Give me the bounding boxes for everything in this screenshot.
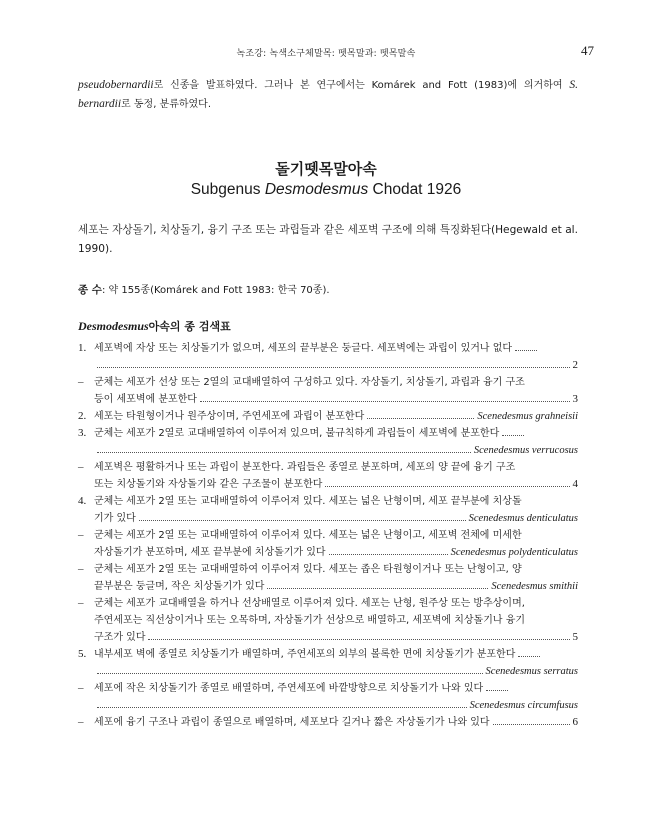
key-entry-line bbox=[94, 459, 578, 476]
key-entry-line bbox=[94, 544, 578, 561]
key-entry-line bbox=[94, 408, 578, 425]
key-entry-target: Scenedesmus verrucosus bbox=[473, 445, 578, 456]
key-entry-number: – bbox=[78, 376, 84, 388]
key-entry-text: 세포벽은 평활하거나 또는 과립이 분포한다. 과립들은 종열로 분포하며, 세포의 양 끝에 융기 구조 bbox=[94, 462, 516, 473]
key-entry bbox=[78, 408, 578, 425]
key-entry bbox=[78, 527, 578, 561]
key-entry-text: 군체는 세포가 2열 또는 교대배열하여 이루어져 있다. 세포는 좁은 타원형이거나 또는 난형이고, 양 bbox=[94, 564, 522, 575]
key-entry-line bbox=[94, 442, 578, 459]
key-entry-text: 구조가 있다 bbox=[94, 632, 146, 643]
species-count-value: : 약 155종(Komárek and Fott 1983: 한국 70종). bbox=[101, 285, 330, 296]
key-entry-line bbox=[94, 680, 578, 697]
dot-leader bbox=[97, 673, 483, 674]
key-entry bbox=[78, 374, 578, 408]
key-entry-line bbox=[94, 714, 578, 731]
key-entry-number: – bbox=[78, 461, 84, 473]
key-entry-line bbox=[94, 527, 578, 544]
section-title-korean: 돌기뗏목말아속 bbox=[275, 160, 377, 178]
key-title-genus: Desmodesmus bbox=[78, 319, 149, 333]
key-entry bbox=[78, 680, 578, 714]
title-author: Chodat 1926 bbox=[368, 181, 462, 198]
dot-leader bbox=[139, 520, 466, 521]
key-entry-target: Scenedesmus circumfusus bbox=[469, 700, 578, 711]
key-entry-line bbox=[94, 612, 578, 629]
key-entry-text: 세포벽에 자상 또는 치상돌기가 없으며, 세포의 끝부분은 둥글다. 세포벽에는 과립이 있거나 없다 bbox=[94, 343, 513, 354]
key-entry-text: 기가 있다 bbox=[94, 513, 136, 524]
key-entry bbox=[78, 714, 578, 731]
key-entry-number: – bbox=[78, 682, 84, 694]
key-entry-target: 5 bbox=[572, 631, 578, 643]
key-entry bbox=[78, 425, 578, 459]
identification-key bbox=[78, 340, 578, 731]
key-entry-line bbox=[94, 357, 578, 374]
key-entry-number: – bbox=[78, 716, 84, 728]
key-entry-text: 세포에 작은 치상돌기가 종열로 배열하며, 주연세포에 바깥방향으로 치상돌기가 나와 있다 bbox=[94, 683, 484, 694]
key-entry-number: 2. bbox=[78, 410, 87, 422]
running-head: 녹조강: 녹색소구체말목: 뗏목말과: 뗏목말속 bbox=[236, 49, 416, 59]
dot-leader bbox=[97, 707, 467, 708]
key-entry-target: Scenedesmus serratus bbox=[485, 666, 578, 677]
dot-leader bbox=[329, 554, 448, 555]
key-entry-text: 주연세포는 직선상이거나 또는 오목하며, 자상돌기가 선상으로 배열하고, 세포벽에 치상돌기나 융기 bbox=[94, 615, 526, 626]
dot-leader bbox=[97, 452, 471, 453]
key-entry-text: 군체는 세포가 2열 또는 교대배열하여 이루어져 있다. 세포는 넓은 난형이고, 세포벽 전체에 미세한 bbox=[94, 530, 522, 541]
key-entry-line bbox=[94, 663, 578, 680]
key-entry-target: Scenedesmus smithii bbox=[491, 581, 578, 592]
dot-leader bbox=[325, 486, 569, 487]
key-entry-line bbox=[94, 697, 578, 714]
key-entry-text: 등이 세포벽에 분포한다 bbox=[94, 394, 197, 405]
key-entry-target: 4 bbox=[572, 478, 578, 490]
key-entry-line bbox=[94, 561, 578, 578]
key-entry bbox=[78, 646, 578, 680]
key-entry-number: – bbox=[78, 529, 84, 541]
key-entry bbox=[78, 459, 578, 493]
key-entry bbox=[78, 340, 578, 374]
key-entry-text: 군체는 세포가 교대배열을 하거나 선상배열로 이루어져 있다. 세포는 난형, 원주상 또는 방추상이며, bbox=[94, 598, 525, 609]
key-entry-target: Scenedesmus denticulatus bbox=[468, 513, 578, 524]
key-entry-text: 군체는 세포가 선상 또는 2열의 교대배열하여 구성하고 있다. 자상돌기, 치상돌기, 과립과 융기 구조 bbox=[94, 377, 525, 388]
dot-leader bbox=[493, 724, 570, 725]
key-entry-text: 군체는 세포가 2열 또는 교대배열하여 이루어져 있다. 세포는 넓은 난형이며, 세포 끝부분에 치상돌 bbox=[94, 496, 522, 507]
species-name: S. bernardii bbox=[78, 79, 578, 110]
dot-leader bbox=[367, 418, 474, 419]
key-title bbox=[78, 318, 231, 334]
key-entry-line bbox=[94, 595, 578, 612]
dot-leader bbox=[502, 435, 524, 436]
key-entry bbox=[78, 561, 578, 595]
key-entry-line bbox=[94, 629, 578, 646]
key-entry-line bbox=[94, 578, 578, 595]
dot-leader bbox=[97, 367, 570, 368]
species-count-label: 종 수 bbox=[78, 284, 102, 296]
section-title-english bbox=[0, 181, 652, 199]
intro-text: 로 동정, 분류하였다. bbox=[121, 99, 212, 110]
dot-leader bbox=[515, 350, 537, 351]
key-title-text: 아속의 종 검색표 bbox=[148, 320, 231, 333]
key-entry-text: 세포에 융기 구조나 과립이 종열으로 배열하며, 세포보다 길거나 짧은 자상돌기가 나와 있다 bbox=[94, 717, 490, 728]
key-entry-line bbox=[94, 391, 578, 408]
key-entry-number: 5. bbox=[78, 648, 87, 660]
key-entry-line bbox=[94, 425, 578, 442]
dot-leader bbox=[200, 401, 570, 402]
key-entry-text: 자상돌기가 분포하며, 세포 끝부분에 치상돌기가 있다 bbox=[94, 547, 326, 558]
key-entry-target: 2 bbox=[572, 359, 578, 371]
dot-leader bbox=[518, 656, 540, 657]
intro-text: 로 신종을 발표하였다. 그러나 본 연구에서는 Komárek and Fott (1983)에 의거하여 bbox=[153, 80, 570, 91]
key-entry-text: 끝부분은 둥글며, 작은 치상돌기가 있다 bbox=[94, 581, 265, 592]
title-genus: Desmodesmus bbox=[264, 181, 369, 198]
key-entry-number: 3. bbox=[78, 427, 87, 439]
intro-paragraph bbox=[78, 76, 578, 114]
title-prefix: Subgenus bbox=[190, 181, 265, 198]
dot-leader bbox=[267, 588, 488, 589]
key-entry-line bbox=[94, 493, 578, 510]
key-entry-line bbox=[94, 476, 578, 493]
key-entry-number: 1. bbox=[78, 342, 87, 354]
key-entry-text: 내부세포 벽에 종열로 치상돌기가 배열하며, 주연세포의 외부의 볼록한 면에 치상돌기가 분포한다 bbox=[94, 649, 516, 660]
key-entry-text: 또는 치상돌기와 자상돌기와 같은 구조물이 분포한다 bbox=[94, 479, 323, 490]
key-entry-number: 4. bbox=[78, 495, 87, 507]
key-entry bbox=[78, 493, 578, 527]
description-paragraph: 세포는 자상돌기, 치상돌기, 융기 구조 또는 과립들과 같은 세포벽 구조에 의해 특징화된다(Hegewald et al. 1990). bbox=[78, 224, 578, 255]
key-entry-number: – bbox=[78, 563, 84, 575]
dot-leader bbox=[148, 639, 569, 640]
key-entry-target: 6 bbox=[572, 716, 578, 728]
key-entry-line bbox=[94, 374, 578, 391]
key-entry-target: Scenedesmus polydenticulatus bbox=[450, 547, 578, 558]
key-entry-number: – bbox=[78, 597, 84, 609]
key-entry-line bbox=[94, 646, 578, 663]
dot-leader bbox=[486, 690, 508, 691]
key-entry-text: 군체는 세포가 2열로 교대배열하여 이루어져 있으며, 불규칙하게 과립들이 세포벽에 분포한다 bbox=[94, 428, 500, 439]
key-entry-target: 3 bbox=[572, 393, 578, 405]
page-number: 47 bbox=[581, 43, 594, 58]
species-count bbox=[78, 281, 578, 297]
key-entry bbox=[78, 595, 578, 646]
key-entry-line bbox=[94, 340, 578, 357]
species-name: pseudobernardii bbox=[78, 79, 154, 91]
key-entry-text: 세포는 타원형이거나 원주상이며, 주연세포에 과립이 분포한다 bbox=[94, 411, 365, 422]
key-entry-target: Scenedesmus grahneisii bbox=[477, 411, 578, 422]
key-entry-line bbox=[94, 510, 578, 527]
